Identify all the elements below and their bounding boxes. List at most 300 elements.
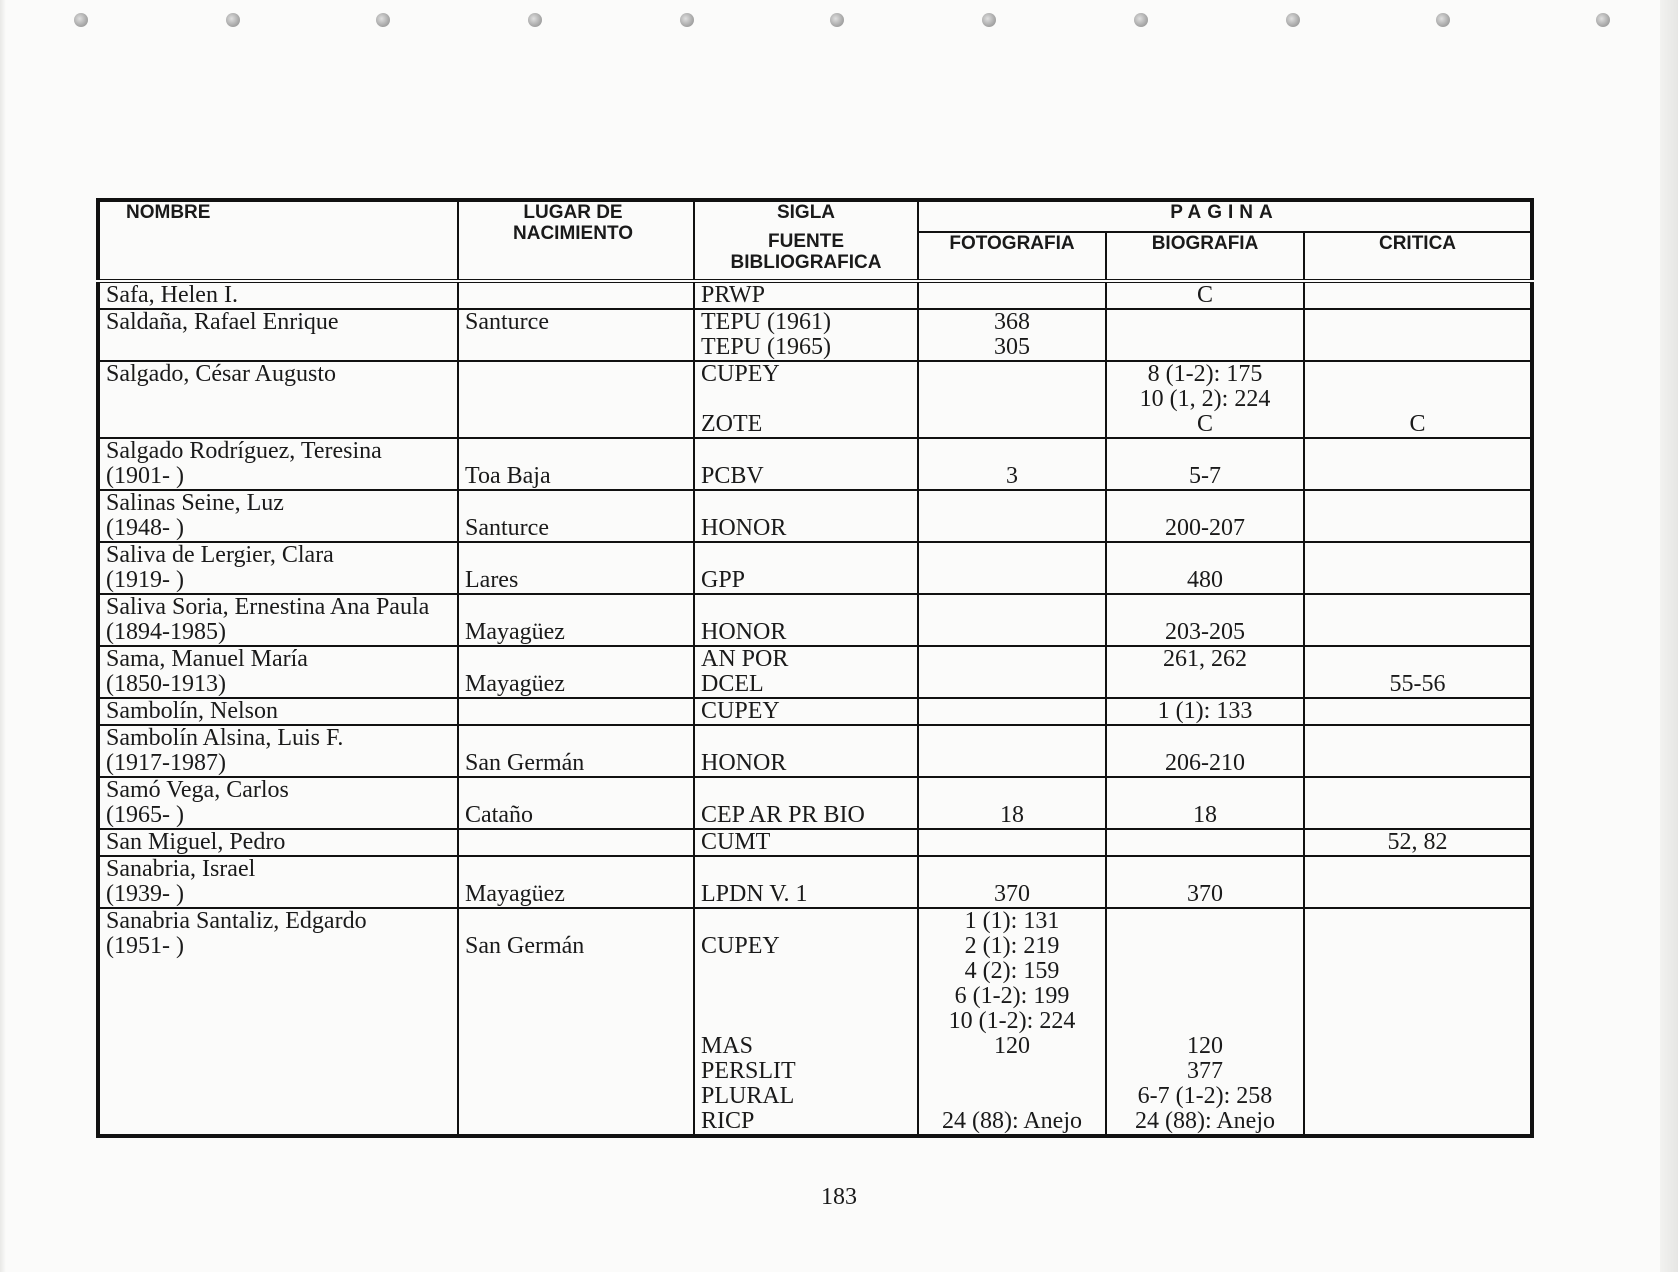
header-sigla-line: BIBLIOGRAFICA	[730, 252, 882, 273]
cell-bio	[1106, 309, 1304, 361]
cell-line: San Germán	[465, 750, 585, 776]
cell-line: 55-56	[1389, 671, 1446, 697]
cell-sigla	[694, 698, 918, 725]
table-row	[98, 594, 1532, 646]
cell-line: 18	[1000, 802, 1024, 828]
cell-lugar	[458, 829, 694, 856]
cell-nombre	[98, 725, 458, 777]
table-row	[98, 856, 1532, 908]
cell-critica	[1304, 777, 1532, 829]
cell-line	[1113, 909, 1297, 934]
cell-line	[465, 830, 687, 855]
cell-bio	[1106, 542, 1304, 594]
cell-line	[106, 1109, 451, 1134]
cell-line: Lares	[465, 567, 519, 593]
cell-line: Santurce	[465, 515, 549, 541]
cell-foto	[918, 725, 1106, 777]
cell-line: 5-7	[1189, 463, 1221, 489]
cell-line	[1113, 672, 1297, 697]
cell-line	[1311, 283, 1524, 308]
cell-line	[1113, 959, 1297, 984]
cell-line	[106, 959, 451, 984]
cell-line	[465, 1034, 687, 1059]
cell-line	[1311, 751, 1524, 776]
cell-line: 24 (88): Anejo	[942, 1108, 1082, 1134]
cell-line: 4 (2): 159	[964, 958, 1060, 984]
cell-foto	[918, 309, 1106, 361]
cell-line	[1311, 1009, 1524, 1034]
cell-line: 120	[1187, 1033, 1223, 1059]
cell-line	[925, 412, 1099, 437]
cell-sigla	[694, 829, 918, 856]
cell-nombre	[98, 438, 458, 490]
cell-line	[465, 1009, 687, 1034]
cell-line	[925, 568, 1099, 593]
cell-line	[925, 751, 1099, 776]
cell-line: Sanabria Santaliz, Edgardo	[106, 908, 367, 934]
cell-line	[701, 959, 911, 984]
cell-lugar	[458, 856, 694, 908]
cell-line	[925, 1059, 1099, 1084]
cell-line: 52, 82	[1387, 829, 1448, 855]
cell-line	[1311, 882, 1524, 907]
cell-line	[1311, 778, 1524, 803]
cell-line: CUPEY	[701, 361, 780, 387]
cell-bio	[1106, 281, 1304, 309]
cell-line: 8 (1-2): 175	[1147, 361, 1263, 387]
cell-line: PRWP	[701, 282, 766, 308]
cell-line: PCBV	[701, 463, 764, 489]
cell-line	[1311, 543, 1524, 568]
cell-foto	[918, 542, 1106, 594]
cell-line	[1311, 595, 1524, 620]
cell-line: 10 (1, 2): 224	[1139, 386, 1271, 412]
cell-critica	[1304, 829, 1532, 856]
cell-line: CEP AR PR BIO	[701, 802, 865, 828]
cell-line	[925, 647, 1099, 672]
cell-line: 3	[1006, 463, 1018, 489]
cell-line: 200-207	[1165, 515, 1245, 541]
cell-bio	[1106, 646, 1304, 698]
cell-line	[106, 1059, 451, 1084]
cell-nombre	[98, 777, 458, 829]
cell-line	[1311, 1109, 1524, 1134]
cell-line	[1113, 830, 1297, 855]
cell-critica	[1304, 309, 1532, 361]
cell-line: (1901- )	[106, 463, 184, 489]
cell-line: PERSLIT	[701, 1058, 796, 1084]
header-critica: CRITICA	[1304, 232, 1532, 281]
cell-line	[1113, 726, 1297, 751]
cell-line: 305	[994, 334, 1030, 360]
header-sigla	[694, 200, 918, 281]
cell-line: 1 (1): 133	[1157, 698, 1253, 724]
cell-sigla	[694, 725, 918, 777]
cell-line: C	[1196, 411, 1213, 437]
cell-lugar	[458, 281, 694, 309]
table-row	[98, 309, 1532, 361]
cell-line	[1113, 335, 1297, 360]
cell-line	[1311, 516, 1524, 541]
cell-lugar	[458, 438, 694, 490]
cell-line: 10 (1-2): 224	[948, 1008, 1076, 1034]
cell-line: Mayagüez	[465, 619, 565, 645]
cell-line	[1311, 857, 1524, 882]
cell-nombre	[98, 309, 458, 361]
table-row	[98, 777, 1532, 829]
cell-sigla	[694, 777, 918, 829]
cell-lugar	[458, 646, 694, 698]
cell-foto	[918, 490, 1106, 542]
cell-line	[1113, 778, 1297, 803]
cell-line: (1894-1985)	[106, 619, 226, 645]
cell-lugar	[458, 908, 694, 1136]
punch-hole	[226, 13, 240, 27]
cell-line	[1311, 464, 1524, 489]
cell-line	[465, 335, 687, 360]
cell-nombre	[98, 856, 458, 908]
header-lugar-line: LUGAR DE	[523, 202, 623, 223]
cell-bio	[1106, 490, 1304, 542]
cell-line: 370	[1187, 881, 1223, 907]
cell-line	[1113, 934, 1297, 959]
cell-lugar	[458, 725, 694, 777]
page-left-edge	[0, 0, 6, 1272]
cell-line	[1113, 595, 1297, 620]
table-body	[98, 281, 1532, 1136]
cell-line: San Germán	[465, 933, 585, 959]
cell-line	[925, 830, 1099, 855]
cell-line	[701, 857, 911, 882]
cell-line	[106, 387, 451, 412]
header-lugar-line: NACIMIENTO	[513, 223, 633, 244]
punch-hole	[830, 13, 844, 27]
cell-line	[1311, 568, 1524, 593]
cell-line	[925, 699, 1099, 724]
punch-hole	[1596, 13, 1610, 27]
cell-line	[465, 699, 687, 724]
cell-line	[1311, 647, 1524, 672]
table-row	[98, 361, 1532, 438]
header-sigla-line: FUENTE	[768, 231, 844, 252]
cell-line: Saliva de Lergier, Clara	[106, 542, 334, 568]
cell-line: (1939- )	[106, 881, 184, 907]
cell-line	[1311, 909, 1524, 934]
cell-foto	[918, 646, 1106, 698]
header-sigla-line: SIGLA	[776, 202, 836, 223]
cell-foto	[918, 829, 1106, 856]
cell-line: C	[1409, 411, 1426, 437]
cell-line	[106, 1084, 451, 1109]
cell-line	[1113, 491, 1297, 516]
cell-line: 203-205	[1165, 619, 1245, 645]
cell-line	[465, 1084, 687, 1109]
cell-critica	[1304, 908, 1532, 1136]
cell-line	[106, 1009, 451, 1034]
cell-line	[1311, 934, 1524, 959]
cell-bio	[1106, 725, 1304, 777]
page-right-edge	[1660, 0, 1678, 1272]
cell-line: Cataño	[465, 802, 533, 828]
punch-hole	[74, 13, 88, 27]
cell-nombre	[98, 542, 458, 594]
cell-line	[701, 909, 911, 934]
cell-bio	[1106, 594, 1304, 646]
cell-line: 18	[1193, 802, 1217, 828]
cell-line	[106, 984, 451, 1009]
cell-foto	[918, 698, 1106, 725]
cell-line	[925, 726, 1099, 751]
cell-line: Samó Vega, Carlos	[106, 777, 289, 803]
cell-line	[701, 726, 911, 751]
cell-line	[701, 984, 911, 1009]
bibliography-table-wrapper	[96, 198, 1530, 1138]
cell-bio	[1106, 777, 1304, 829]
table-row	[98, 490, 1532, 542]
cell-line	[465, 439, 687, 464]
punch-hole	[1134, 13, 1148, 27]
cell-line: AN POR	[701, 646, 789, 672]
cell-sigla	[694, 908, 918, 1136]
cell-line	[925, 387, 1099, 412]
cell-line: CUMT	[701, 829, 771, 855]
binder-holes	[0, 5, 1678, 35]
cell-line	[465, 362, 687, 387]
cell-lugar	[458, 309, 694, 361]
cell-line: LPDN V. 1	[701, 881, 808, 907]
cell-bio	[1106, 361, 1304, 438]
cell-foto	[918, 908, 1106, 1136]
cell-line: (1951- )	[106, 933, 184, 959]
cell-line	[925, 778, 1099, 803]
cell-lugar	[458, 361, 694, 438]
cell-nombre	[98, 361, 458, 438]
cell-lugar	[458, 594, 694, 646]
cell-sigla	[694, 856, 918, 908]
cell-line	[1113, 543, 1297, 568]
cell-line	[1311, 1034, 1524, 1059]
cell-line	[1311, 620, 1524, 645]
cell-line: Salinas Seine, Luz	[106, 490, 284, 516]
cell-nombre	[98, 646, 458, 698]
cell-line	[106, 412, 451, 437]
cell-line	[465, 412, 687, 437]
cell-bio	[1106, 829, 1304, 856]
cell-line	[465, 909, 687, 934]
cell-line: Salgado Rodríguez, Teresina	[106, 438, 382, 464]
table-row	[98, 438, 1532, 490]
cell-line	[465, 778, 687, 803]
cell-line: CUPEY	[701, 698, 780, 724]
cell-line	[106, 1034, 451, 1059]
page-number: 183	[821, 1184, 857, 1210]
cell-critica	[1304, 856, 1532, 908]
cell-line: 1 (1): 131	[964, 908, 1060, 934]
cell-critica	[1304, 438, 1532, 490]
cell-line: Toa Baja	[465, 463, 551, 489]
cell-line	[1113, 984, 1297, 1009]
cell-line: TEPU (1961)	[701, 309, 831, 335]
cell-line: 370	[994, 881, 1030, 907]
cell-line: 6-7 (1-2): 258	[1137, 1083, 1273, 1109]
cell-line	[701, 778, 911, 803]
cell-line: 480	[1187, 567, 1223, 593]
cell-line	[925, 1084, 1099, 1109]
cell-line	[925, 362, 1099, 387]
cell-critica	[1304, 725, 1532, 777]
cell-line: ZOTE	[701, 411, 763, 437]
cell-line	[925, 491, 1099, 516]
cell-line: 206-210	[1165, 750, 1245, 776]
cell-line	[465, 984, 687, 1009]
cell-line	[925, 857, 1099, 882]
cell-lugar	[458, 490, 694, 542]
cell-line	[1113, 310, 1297, 335]
cell-bio	[1106, 438, 1304, 490]
punch-hole	[982, 13, 996, 27]
cell-line	[701, 595, 911, 620]
cell-line	[1113, 1009, 1297, 1034]
cell-line	[701, 543, 911, 568]
cell-sigla	[694, 646, 918, 698]
cell-line: Saldaña, Rafael Enrique	[106, 309, 339, 335]
cell-line: Sambolín Alsina, Luis F.	[106, 725, 344, 751]
cell-foto	[918, 594, 1106, 646]
cell-line	[1113, 439, 1297, 464]
cell-foto	[918, 361, 1106, 438]
cell-line	[701, 1009, 911, 1034]
cell-foto	[918, 777, 1106, 829]
cell-lugar	[458, 777, 694, 829]
cell-line: HONOR	[701, 515, 787, 541]
table-row	[98, 281, 1532, 309]
cell-line: (1850-1913)	[106, 671, 226, 697]
cell-sigla	[694, 361, 918, 438]
cell-line: Sanabria, Israel	[106, 856, 256, 882]
cell-nombre	[98, 490, 458, 542]
cell-lugar	[458, 542, 694, 594]
cell-nombre	[98, 594, 458, 646]
cell-line: 368	[994, 309, 1030, 335]
cell-line: (1919- )	[106, 567, 184, 593]
cell-line	[925, 283, 1099, 308]
cell-line	[925, 543, 1099, 568]
table-row	[98, 908, 1532, 1136]
cell-line	[465, 647, 687, 672]
cell-line: RICP	[701, 1108, 755, 1134]
cell-line	[1311, 491, 1524, 516]
cell-line: (1948- )	[106, 515, 184, 541]
cell-line: San Miguel, Pedro	[106, 829, 286, 855]
header-lugar	[458, 200, 694, 281]
cell-bio	[1106, 856, 1304, 908]
cell-line: (1917-1987)	[106, 750, 226, 776]
cell-line	[1113, 857, 1297, 882]
cell-bio	[1106, 698, 1304, 725]
cell-line	[1311, 362, 1524, 387]
cell-line	[465, 857, 687, 882]
cell-line	[465, 1059, 687, 1084]
cell-line	[925, 620, 1099, 645]
cell-critica	[1304, 646, 1532, 698]
table-row	[98, 829, 1532, 856]
cell-sigla	[694, 438, 918, 490]
cell-sigla	[694, 490, 918, 542]
cell-line	[925, 595, 1099, 620]
cell-line: TEPU (1965)	[701, 334, 831, 360]
cell-line	[1311, 726, 1524, 751]
cell-line	[465, 491, 687, 516]
table-row	[98, 542, 1532, 594]
cell-line	[925, 439, 1099, 464]
cell-line	[465, 387, 687, 412]
cell-line: (1965- )	[106, 802, 184, 828]
punch-hole	[680, 13, 694, 27]
cell-foto	[918, 856, 1106, 908]
cell-foto	[918, 281, 1106, 309]
cell-foto	[918, 438, 1106, 490]
cell-sigla	[694, 309, 918, 361]
cell-critica	[1304, 281, 1532, 309]
cell-nombre	[98, 698, 458, 725]
cell-line: 6 (1-2): 199	[954, 983, 1070, 1009]
cell-line: Santurce	[465, 309, 549, 335]
cell-sigla	[694, 281, 918, 309]
header-pagina: PAGINA	[918, 200, 1532, 232]
cell-line: PLURAL	[701, 1083, 795, 1109]
cell-line	[701, 387, 911, 412]
cell-line	[701, 439, 911, 464]
cell-line: Salgado, César Augusto	[106, 361, 336, 387]
cell-line: HONOR	[701, 619, 787, 645]
cell-line: DCEL	[701, 671, 764, 697]
cell-sigla	[694, 542, 918, 594]
cell-line: MAS	[701, 1033, 754, 1059]
cell-line	[1311, 439, 1524, 464]
cell-line: Sambolín, Nelson	[106, 698, 278, 724]
cell-line	[465, 283, 687, 308]
cell-nombre	[98, 829, 458, 856]
cell-critica	[1304, 361, 1532, 438]
punch-hole	[376, 13, 390, 27]
table-row	[98, 725, 1532, 777]
cell-line	[1311, 984, 1524, 1009]
cell-line: 261, 262	[1163, 646, 1247, 672]
cell-line: 377	[1187, 1058, 1223, 1084]
cell-line	[465, 543, 687, 568]
cell-line	[1311, 310, 1524, 335]
header-nombre: NOMBRE	[98, 200, 458, 281]
cell-bio	[1106, 908, 1304, 1136]
cell-line	[1311, 335, 1524, 360]
cell-line	[925, 672, 1099, 697]
cell-critica	[1304, 698, 1532, 725]
header-biografia: BIOGRAFIA	[1106, 232, 1304, 281]
cell-line	[925, 516, 1099, 541]
cell-line: Sama, Manuel María	[106, 646, 308, 672]
cell-line: 120	[994, 1033, 1030, 1059]
cell-lugar	[458, 698, 694, 725]
cell-line	[1311, 387, 1524, 412]
cell-line	[1311, 959, 1524, 984]
cell-line: 2 (1): 219	[964, 933, 1060, 959]
cell-line	[1311, 699, 1524, 724]
cell-line	[465, 959, 687, 984]
cell-nombre	[98, 281, 458, 309]
punch-hole	[1286, 13, 1300, 27]
cell-line: GPP	[701, 567, 746, 593]
cell-line	[1311, 803, 1524, 828]
